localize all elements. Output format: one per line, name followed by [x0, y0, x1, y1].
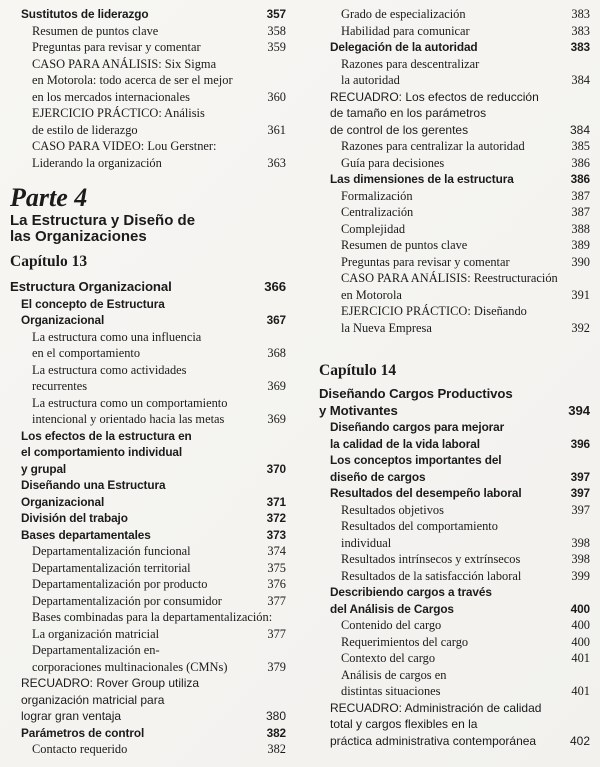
entry-text: Departamentalización por producto — [32, 577, 208, 591]
page-number: 387 — [571, 205, 590, 219]
toc-entry — [319, 518, 590, 535]
toc-entry — [10, 395, 286, 412]
entry-text: Contexto del cargo — [341, 651, 436, 665]
toc-entry — [319, 204, 590, 221]
page-number: 370 — [266, 461, 286, 476]
chapter-heading — [319, 362, 590, 380]
entry-text: Diseñando Cargos Productivos — [319, 386, 513, 401]
toc-entry — [10, 56, 286, 73]
toc-entry — [319, 270, 590, 287]
page-number: 357 — [266, 7, 286, 21]
page-number: 383 — [570, 40, 590, 54]
toc-entry — [10, 39, 286, 56]
part-heading — [10, 183, 286, 213]
toc-entry — [319, 502, 590, 519]
page-number: 367 — [266, 313, 286, 327]
entry-text: Centralización — [341, 205, 414, 219]
page-number: 380 — [265, 709, 286, 723]
page-number: 374 — [267, 544, 286, 558]
entry-text: Resumen de puntos clave — [32, 23, 159, 38]
entry-text: Parte 4 — [10, 183, 88, 212]
toc-entry — [319, 716, 590, 733]
entry-text: Bases combinadas para la departamentalización: — [32, 610, 273, 624]
toc-entry — [319, 6, 590, 23]
toc-entry — [10, 411, 286, 428]
entry-text: CASO PARA ANÁLISIS: Six Sigma — [32, 56, 217, 71]
entry-text: Las dimensiones de la estructura — [330, 172, 514, 186]
page-number: 366 — [264, 279, 286, 294]
toc-entry — [319, 584, 590, 601]
page-number: 368 — [267, 346, 286, 360]
entry-text: Organizacional — [21, 313, 105, 327]
page-number: 385 — [571, 139, 590, 153]
toc-entry — [10, 626, 286, 643]
toc-entry — [319, 320, 590, 337]
entry-text: Describiendo cargos a través — [330, 585, 492, 599]
page-number: 389 — [571, 238, 590, 252]
page-number: 373 — [266, 527, 286, 542]
entry-text: La Estructura y Diseño de — [10, 212, 196, 229]
entry-text: Resultados intrínsecos y extrínsecos — [341, 552, 521, 566]
entry-text: CASO PARA ANÁLISIS: Reestructuración — [341, 271, 558, 285]
entry-text: Diseñando una Estructura — [21, 478, 166, 492]
page-number: 376 — [267, 577, 286, 591]
page-number: 382 — [267, 742, 286, 756]
toc-entry — [319, 650, 590, 667]
toc-entry — [10, 642, 286, 659]
entry-text: total y cargos flexibles en la — [330, 717, 478, 731]
entry-text: Estructura Organizacional — [10, 279, 172, 294]
toc-entry — [319, 617, 590, 634]
toc-entry — [10, 444, 286, 461]
page-number: 386 — [570, 172, 590, 186]
entry-text: Requerimientos del cargo — [341, 634, 469, 649]
toc-entry — [10, 296, 286, 313]
entry-text: intencional y orientado hacia las metas — [32, 412, 225, 426]
page-number: 375 — [267, 560, 286, 575]
page-number: 388 — [571, 221, 590, 236]
toc-entry — [10, 6, 286, 23]
page-number: 369 — [267, 379, 286, 393]
toc-entry — [319, 601, 590, 618]
entry-text: la autoridad — [341, 73, 400, 87]
part-title-line — [10, 213, 286, 229]
entry-text: Departamentalización territorial — [32, 560, 191, 575]
toc-entry — [319, 237, 590, 254]
entry-text: Complejidad — [341, 221, 406, 236]
part-title-line — [10, 229, 286, 245]
entry-text: Razones para centralizar la autoridad — [341, 139, 525, 153]
toc-entry — [319, 72, 590, 89]
toc-entry — [10, 345, 286, 362]
toc-entry — [319, 485, 590, 502]
toc-entry — [319, 535, 590, 552]
entry-text: Capítulo 14 — [319, 362, 397, 379]
page-number: 390 — [571, 254, 590, 269]
page-number: 399 — [571, 568, 590, 583]
toc-entry — [10, 89, 286, 106]
entry-text: la calidad de la vida laboral — [330, 436, 480, 451]
toc-entry — [319, 287, 590, 304]
chapter-title-entry — [10, 279, 286, 296]
spacer — [10, 245, 286, 253]
toc-entry — [319, 23, 590, 40]
toc-entry — [319, 221, 590, 238]
entry-text: y grupal — [21, 461, 67, 476]
page-number: 382 — [266, 725, 286, 740]
toc-entry — [10, 72, 286, 89]
toc-column-right — [319, 6, 590, 749]
toc-entry — [319, 89, 590, 106]
toc-entry — [319, 56, 590, 73]
toc-entry — [319, 419, 590, 436]
toc-entry — [319, 667, 590, 684]
page-number: 400 — [570, 601, 590, 616]
entry-text: organización matricial para — [21, 692, 165, 707]
entry-text: en el comportamiento — [32, 346, 141, 360]
toc-entry — [10, 105, 286, 122]
toc-entry — [319, 568, 590, 585]
entry-text: Contenido del cargo — [341, 618, 442, 632]
page-number: 377 — [267, 626, 286, 641]
page-number: 371 — [266, 494, 286, 509]
spacer — [319, 336, 590, 362]
toc-entry — [319, 683, 590, 700]
entry-text: Departamentalización por consumidor — [32, 593, 222, 608]
entry-text: División del trabajo — [21, 511, 128, 525]
toc-entry — [10, 312, 286, 329]
entry-text: el comportamiento individual — [21, 445, 183, 459]
page-number: 398 — [571, 535, 590, 550]
toc-entry — [319, 155, 590, 172]
page-number: 401 — [571, 651, 590, 665]
entry-text: Delegación de la autoridad — [330, 40, 478, 54]
entry-text: Los conceptos importantes del — [330, 453, 502, 467]
toc-entry — [319, 138, 590, 155]
entry-text: Bases departamentales — [21, 527, 151, 542]
page-number: 400 — [571, 618, 590, 632]
toc-entry — [10, 675, 286, 692]
toc-entry — [319, 303, 590, 320]
entry-text: recurrentes — [32, 379, 88, 393]
entry-text: La estructura como una influencia — [32, 329, 202, 344]
entry-text: RECUADRO: Administración de calidad — [330, 700, 542, 715]
toc-entry — [10, 543, 286, 560]
entry-text: Análisis de cargos en — [341, 667, 447, 682]
entry-text: Formalización — [341, 188, 413, 203]
entry-text: RECUADRO: Los efectos de reducción — [330, 89, 539, 104]
entry-text: en Motorola: todo acerca de ser el mejor — [32, 73, 233, 87]
entry-text: lograr gran ventaja — [21, 709, 122, 723]
toc-entry — [319, 634, 590, 651]
page-number: 361 — [267, 122, 286, 137]
spacer — [10, 271, 286, 279]
entry-text: distintas situaciones — [341, 684, 441, 698]
entry-text: EJERCICIO PRÁCTICO: Diseñando — [341, 304, 527, 318]
entry-text: las Organizaciones — [10, 228, 147, 245]
entry-text: Resumen de puntos clave — [341, 238, 468, 252]
page-number: 397 — [571, 502, 590, 517]
toc-entry — [319, 700, 590, 717]
chapter-heading — [10, 253, 286, 271]
entry-text: CASO PARA VIDEO: Lou Gerstner: — [32, 139, 217, 153]
page-number: 401 — [571, 684, 590, 698]
toc-entry — [10, 362, 286, 379]
entry-text: Resultados de la satisfacción laboral — [341, 568, 522, 583]
entry-text: en los mercados internacionales — [32, 89, 190, 104]
page-number: 387 — [571, 188, 590, 203]
page-number: 383 — [571, 7, 590, 21]
toc-entry — [10, 461, 286, 478]
page-number: 372 — [266, 511, 286, 525]
toc-entry — [10, 560, 286, 577]
entry-text: Contacto requerido — [32, 742, 128, 756]
toc-entry — [10, 494, 286, 511]
entry-text: Departamentalización funcional — [32, 544, 191, 558]
toc-entry — [319, 122, 590, 139]
page-number: 400 — [571, 634, 590, 649]
toc-entry — [10, 428, 286, 445]
toc-entry — [10, 692, 286, 709]
page-number: 379 — [267, 659, 286, 674]
toc-entry — [319, 733, 590, 750]
chapter-title-entry — [319, 386, 590, 403]
page-number: 369 — [267, 412, 286, 426]
entry-text: Habilidad para comunicar — [341, 23, 470, 38]
entry-text: individual — [341, 535, 392, 550]
entry-text: del Análisis de Cargos — [330, 601, 454, 616]
entry-text: Diseñando cargos para mejorar — [330, 420, 505, 434]
toc-entry — [10, 23, 286, 40]
page-number: 384 — [569, 122, 590, 137]
toc-entry — [10, 741, 286, 758]
page-number: 363 — [267, 155, 286, 170]
entry-text: diseño de cargos — [330, 469, 426, 484]
page-number: 402 — [569, 733, 590, 748]
entry-text: Sustitutos de liderazgo — [21, 7, 149, 21]
toc-entry — [10, 708, 286, 725]
entry-text: corporaciones multinacionales (CMNs) — [32, 659, 228, 674]
entry-text: Resultados objetivos — [341, 502, 444, 517]
toc-entry — [319, 171, 590, 188]
toc-entry — [10, 659, 286, 676]
entry-text: de control de los gerentes — [330, 122, 469, 137]
page-number: 383 — [571, 23, 590, 38]
entry-text: Preguntas para revisar y comentar — [341, 254, 510, 269]
toc-entry — [10, 155, 286, 172]
toc-entry — [319, 188, 590, 205]
entry-text: Grado de especialización — [341, 7, 466, 21]
toc-entry — [10, 122, 286, 139]
entry-text: Capítulo 13 — [10, 253, 88, 270]
entry-text: EJERCICIO PRÁCTICO: Análisis — [32, 106, 205, 120]
entry-text: la Nueva Empresa — [341, 320, 432, 335]
entry-text: práctica administrativa contemporánea — [330, 733, 537, 748]
spacer — [10, 171, 286, 183]
entry-text: RECUADRO: Rover Group utiliza — [21, 676, 200, 690]
page-number: 397 — [570, 469, 590, 484]
toc-entry — [319, 551, 590, 568]
toc-entry — [10, 510, 286, 527]
entry-text: Preguntas para revisar y comentar — [32, 40, 201, 54]
page-number: 397 — [570, 486, 590, 500]
page-number: 396 — [570, 436, 590, 451]
entry-text: Los efectos de la estructura en — [21, 428, 192, 443]
entry-text: Resultados del desempeño laboral — [330, 486, 522, 500]
entry-text: de tamaño en los parámetros — [330, 106, 487, 120]
page-number: 384 — [571, 73, 590, 87]
toc-column-left — [10, 6, 286, 758]
entry-text: y Motivantes — [319, 402, 398, 418]
toc-entry — [319, 105, 590, 122]
toc-entry — [10, 138, 286, 155]
toc-entry — [10, 329, 286, 346]
page-number: 394 — [568, 402, 590, 418]
page-number: 398 — [571, 552, 590, 566]
page-number: 360 — [267, 89, 286, 104]
entry-text: en Motorola — [341, 287, 402, 302]
entry-text: La estructura como actividades — [32, 362, 187, 377]
page-number: 391 — [571, 287, 590, 302]
entry-text: Guía para decisiones — [341, 155, 445, 170]
entry-text: Parámetros de control — [21, 725, 145, 740]
toc-entry — [10, 593, 286, 610]
toc-entry — [319, 452, 590, 469]
entry-text: Razones para descentralizar — [341, 56, 480, 71]
page-number: 386 — [571, 155, 590, 170]
toc-entry — [10, 527, 286, 544]
entry-text: Resultados del comportamiento — [341, 519, 498, 533]
entry-text: Organizacional — [21, 494, 105, 509]
entry-text: La organización matricial — [32, 626, 160, 641]
entry-text: Departamentalización en- — [32, 643, 160, 657]
entry-text: La estructura como un comportamiento — [32, 395, 228, 410]
toc-entry — [319, 254, 590, 271]
page-number: 359 — [267, 40, 286, 54]
toc-entry — [319, 39, 590, 56]
chapter-title-entry — [319, 403, 590, 420]
toc-entry — [10, 725, 286, 742]
page-number: 358 — [267, 23, 286, 38]
entry-text: de estilo de liderazgo — [32, 122, 138, 137]
entry-text: El concepto de Estructura — [21, 296, 165, 311]
page-number: 392 — [571, 320, 590, 335]
toc-entry — [319, 436, 590, 453]
toc-entry — [10, 378, 286, 395]
toc-entry — [319, 469, 590, 486]
toc-entry — [10, 576, 286, 593]
toc-entry — [10, 609, 286, 626]
toc-entry — [10, 477, 286, 494]
entry-text: Liderando la organización — [32, 155, 162, 170]
page-number: 377 — [267, 593, 286, 608]
